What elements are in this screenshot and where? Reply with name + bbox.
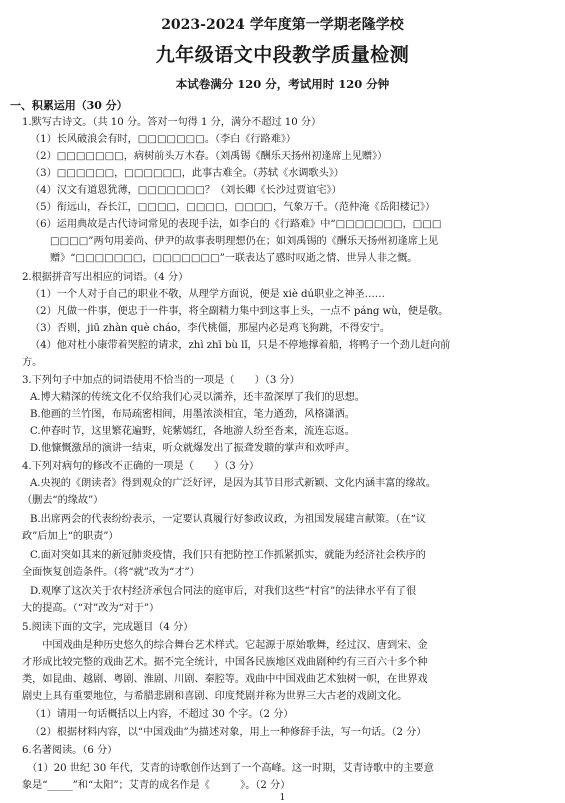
question-4-heading: 4.下列对病句的修改不正确的一项是（ ）（3 分） xyxy=(22,461,260,472)
question-text: （4）他对杜小康带着哭腔的请求，zhì zhī bù lǐ，只是不停地撑着船，将鸭子一个劲儿赶向前 xyxy=(30,340,451,351)
option-c: C.仲春时节，这里繁花遍野，姹紫嫣红，各地游人纷至沓来，流连忘返。 xyxy=(30,426,355,437)
question-text: 赠》“□□□□□□□，□□□□□□□”一联表达了感时叹逝之情、世异人非之慨。 xyxy=(50,253,418,264)
question-6-heading: 6.名著阅读。（6 分） xyxy=(22,745,118,756)
passage-text: 类，如昆曲、越剧、粤剧、淮剧、川剧、秦腔等。戏曲中中国戏曲艺术独树一帜，在世界戏 xyxy=(22,674,428,685)
question-text: （4）汉文有道恩犹薄，□□□□□□□？（刘长卿《长沙过贾谊宅》） xyxy=(30,185,342,196)
option-d: D.他慷慨激昂的演讲一结束，听众就爆发出了振聋发聩的掌声和欢呼声。 xyxy=(30,443,356,454)
exam-title: 九年级语文中段教学质量检测 xyxy=(155,44,410,66)
option-d: D.观摩了这次关于农村经济承包合同法的庭审后，对我们这些“村官”的法律水平有了很 xyxy=(30,586,417,597)
question-text: （3）否则，jiū zhàn què cháo，李代桃僵，那屋内必是鸡飞狗跳，不得安宁。 xyxy=(30,323,390,334)
question-2-heading: 2.根据拼音写出相应的词语。（4 分） xyxy=(22,272,189,283)
question-5-heading: 5.阅读下面的文字，完成题目（4 分） xyxy=(22,622,194,633)
passage-text: 中国戏曲是种历史悠久的综合舞台艺术样式。它起源于原始歌舞，经过汉、唐到宋、金 xyxy=(22,640,428,651)
question-3-heading: 3.下列句子中加点的词语使用不恰当的一项是（ ）（3 分） xyxy=(22,375,300,386)
option-a-fix: （删去“的缘故”） xyxy=(22,495,104,506)
passage-text: 剧史上具有重要地位，与希腊悲剧和喜剧、印度梵剧并称为世界三大古老的戏剧文化。 xyxy=(22,691,408,702)
sub-question: 象是“_____”和“太阳”；艾青的成名作是《 》。（2 分） xyxy=(22,780,291,791)
question-text: （3）□□□□□□，□□□□□□，此事古难全。（苏轼《水调歌头》） xyxy=(30,168,344,179)
question-text: （1）一个人对于自己的职业不敬，从理学方面说，便是 xiè dú职业之神圣…… xyxy=(30,289,385,300)
passage-text: 才形成比较完整的戏曲艺术。据不完全统计，中国各民族地区戏曲剧种约有三百六十多个种 xyxy=(22,657,428,668)
question-text: （2）□□□□□□□，病树前头万木春。（刘禹锡《酬乐天扬州初逢席上见赠》） xyxy=(30,151,388,162)
section-heading: 一、积累运用（30 分） xyxy=(10,99,128,112)
option-a: A.央视的《朗读者》得到观众的广泛好评，是因为其节目形式新颖、文化内涵丰富的缘故。 xyxy=(30,478,436,489)
sub-question: （1）20 世纪 30 年代，艾青的诗歌创作达到了一个高峰。这一时期，艾青诗歌中的主要意 xyxy=(22,763,434,774)
sub-question: （1）请用一句话概括以上内容，不超过 30 个字。（2 分） xyxy=(30,709,294,720)
question-text: （6）运用典故是古代诗词常见的表现手法，如李白的《行路难》中“□□□□□□□，□□□ xyxy=(30,219,442,230)
option-b: B.出席两会的代表纷纷表示，一定要认真履行好参政议政，为祖国发展建言献策。（在“议 xyxy=(30,514,426,525)
option-c: C.面对突如其来的新冠肺炎疫情，我们只有把防控工作抓紧抓实，就能为经济社会秩序的 xyxy=(30,550,426,561)
question-text: （5）衔远山，吞长江，□□□□，□□□□，□□□□，气象万千。（范仲淹《岳阳楼记》） xyxy=(30,202,436,213)
sub-question: （2）根据材料内容，以“中国戏曲”为描述对象，用上一种修辞手法，写一句话。（2 分） xyxy=(30,727,427,738)
school-header: 2023-2024 学年度第一学期老隆学校 xyxy=(161,17,404,33)
option-b: B.他画的兰竹图，布局疏密相间，用墨浓淡相宜，笔力遒劲，风格潇洒。 xyxy=(30,409,355,420)
option-b-fix: 政”后加上“的职责”） xyxy=(22,531,119,542)
option-c-fix: 全面恢复创造条件。（将“就”改为“才”） xyxy=(22,567,200,578)
option-d-fix: 大的提高。（“对”改为“对于”） xyxy=(22,603,160,614)
question-text: □□□□”两句用姜尚、伊尹的故事表明理想仍在；如刘禹锡的《酬乐天扬州初逢席上见 xyxy=(50,236,439,247)
question-text: （1）长风破浪会有时，□□□□□□□。（李白《行路难》） xyxy=(30,134,297,145)
exam-note: 本试卷满分 120 分，考试用时 120 分钟 xyxy=(175,77,390,91)
option-a: A.博大精深的传统文化不仅给我们心灵以濡养，还丰盈深厚了我们的思想。 xyxy=(30,392,365,403)
question-1-heading: 1.默写古诗文。（共 10 分。答对一句得 1 分，满分不超过 10 分） xyxy=(22,117,322,128)
question-text: （2）凡做一件事，便忠于一件事，将全副精力集中到这事上头，一点不 páng wù，便是敬。 xyxy=(30,306,449,317)
question-text: 方。 xyxy=(22,357,43,368)
page-number: 1 xyxy=(279,793,286,803)
